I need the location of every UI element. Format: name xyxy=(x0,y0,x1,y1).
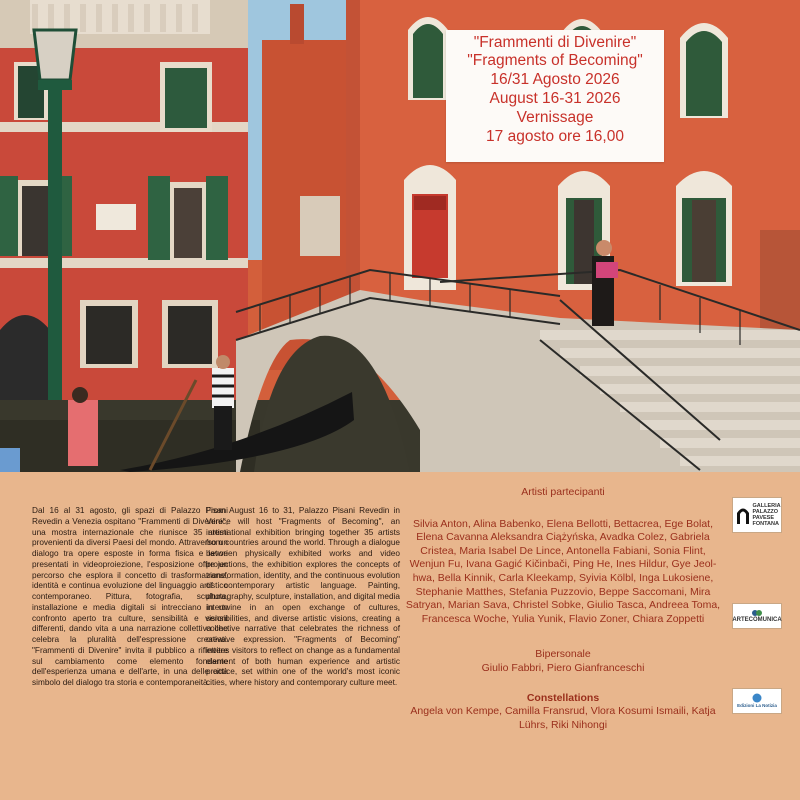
vernissage-label: Vernissage xyxy=(516,109,594,126)
dates-english: August 16-31 2026 xyxy=(489,90,621,107)
exhibition-title-card xyxy=(446,30,664,162)
title-english: "Fragments of Becoming" xyxy=(467,52,643,69)
bipersonale-names: Giulio Fabbri, Piero Gianfranceschi xyxy=(481,661,645,674)
bipersonale-heading: Bipersonale xyxy=(535,648,591,661)
artecomunica-mark-icon xyxy=(752,609,762,617)
la-notizia-mark-icon xyxy=(752,693,762,703)
artecomunica-logo xyxy=(732,603,782,629)
arch-logo-icon xyxy=(736,506,750,524)
la-notizia-logo-text: Edizioni La Notizia xyxy=(737,703,777,708)
edizioni-la-notizia-logo xyxy=(732,688,782,714)
constellations-heading: Constellations xyxy=(526,691,600,704)
dates-italian: 16/31 Agosto 2026 xyxy=(490,71,620,88)
constellations-names: Angela von Kempe, Camilla Fransrud, Vlora Kosumi Ismaili, Katja Lührs, Riki Nihongi xyxy=(410,705,716,731)
artecomunica-logo-text: ARTECOMUNICA xyxy=(732,617,782,623)
galleria-palazzo-logo xyxy=(732,497,782,533)
english-description: From August 16 to 31, Palazzo Pisani Revedin in Venice will host "Fragments of Becoming", an international exhibition bringing together 35 artists from countries around the world. Through a dialogue between physically exhibited works and video projections, the exhibition explores the concepts of transformation, identity, and the continuous evolution of contemporary artistic language. Painting, photography, sculpture, installation, and digital media intertwine in an open exchange of cultures, sensibilities, and diverse artistic visions, creating a collective narrative that celebrates the richness of creative expression. "Fragments of Becoming" invites visitors to reflect on change as a fundamental element of both human experience and artistic practice, set within one of the world's most iconic cities, where history and contemporary culture meet. xyxy=(206,506,400,687)
title-italian: "Frammenti di Divenire" xyxy=(473,34,637,51)
artists-section xyxy=(405,486,721,732)
vernissage-date: 17 agosto ore 16,00 xyxy=(486,128,624,145)
italian-description: Dal 16 al 31 agosto, gli spazi di Palazzo Pisani Revedin a Venezia ospitano "Frammenti di Divenire", una mostra internazionale che riunisce 35 artisti provenienti da diversi Paesi del mondo. Attraverso un dialogo tra opere esposte in forma fisica e lavori presentati in videoproiezione, l'esposizione offre un percorso che esplora il concetto di trasformazione, identità e continua evoluzione del linguaggio artistico contemporaneo. Pittura, fotografia, scultura, installazione e media digitali si intrecciano in un confronto aperto tra culture, sensibilità e visioni differenti, dando vita a una narrazione collettiva che celebra la pluralità dell'espressione creativa. "Frammenti di Divenire" invita il pubblico a riflettere sul cambiamento come elemento fondante dell'esperienza umana e dell'arte, in una delle città simbolo del dialogo tra storia e contemporaneità. xyxy=(32,506,228,687)
galleria-logo-text: GALLERIA PALAZZO PAVESE FONTANA xyxy=(752,503,781,527)
artists-list: Silvia Anton, Alina Babenko, Elena Bellotti, Bettacrea, Ege Bolat, Elena Cavanna Aleksandra Ciążyńska, Avadka Colez, Gabriela Cristea, Maria Isabel De Lince, Antonella Fabiani, Sonia Flint, Wenjun Fu, Ivana Gagić Kičinbači, Ping He, Ines Hildur, Gye Jeol-hwa, Bella Kinnik, Carla Kleekamp, Syivia Kölbl, Inga Lukosiene, Stephanie Matthes, Stefania Puzzovio, Beppe Saccomani, Mira Satryan, Marian Sava, Christel Sobke, Giulio Tasca, Andreea Toma, Francesca Woche, Yulia Yunik, Flavio Zoner, Chiara Zoppetti xyxy=(405,517,721,625)
artists-heading: Artisti partecipanti xyxy=(521,486,605,498)
